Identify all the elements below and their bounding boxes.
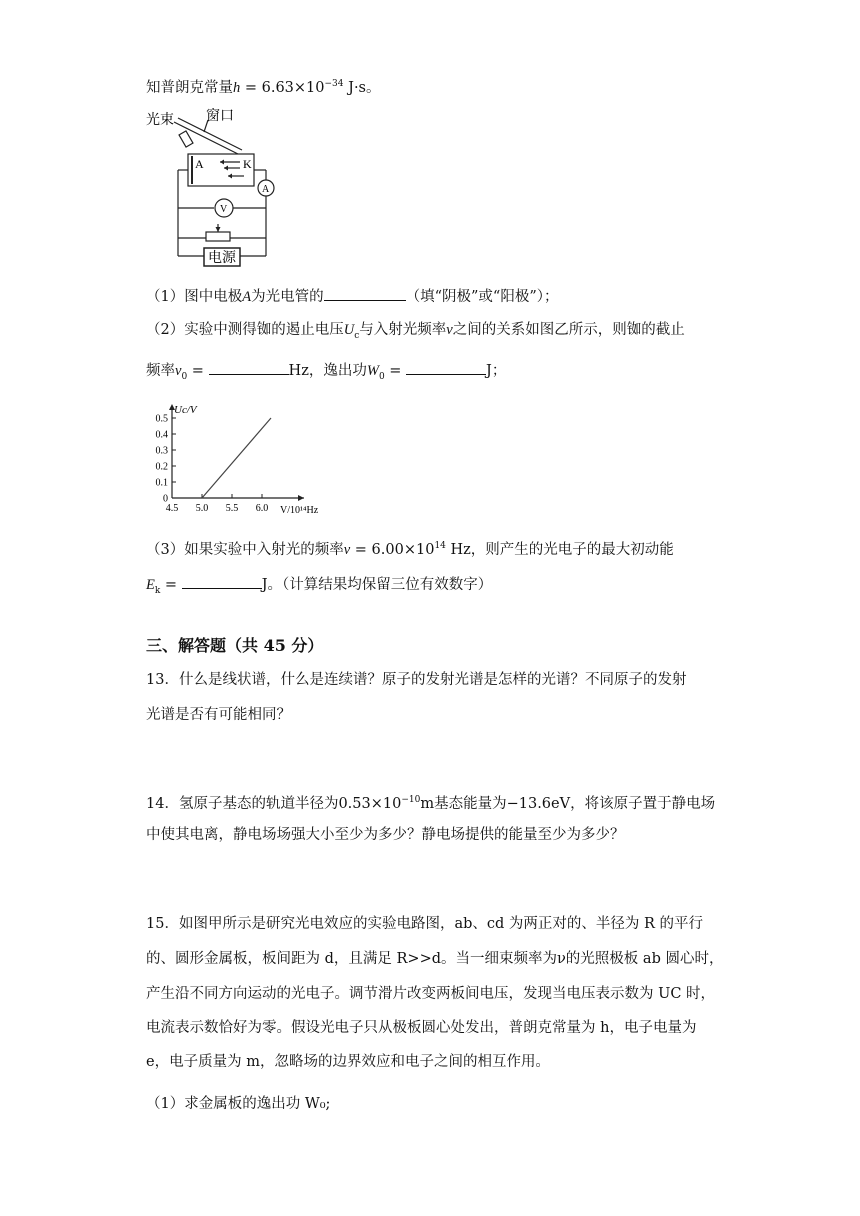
planck-constant-line: 知普朗克常量$h = 6.63\times 10^{-34}$ J·s。 bbox=[146, 79, 381, 96]
power-supply-label: 电源 bbox=[208, 251, 236, 266]
question-14-line-1: 14．氢原子基态的轨道半径为$0.53\times 10^{-10}m$基态能量为−13.6eV，将该原子置于静电场 bbox=[146, 795, 716, 812]
window-label: 窗口 bbox=[206, 109, 234, 124]
question-14-line-2: 中使其电离，静电场场强大小至少为多少？静电场提供的能量至少为多少？ bbox=[146, 827, 625, 843]
ammeter-label: A bbox=[262, 184, 270, 195]
question-15-line-4: 电流表示数恰好为零。假设光电子只从极板圆心处发出，普朗克常量为 h，电子电量为 bbox=[146, 1020, 697, 1036]
question-3-line-2: $E_k = J$。（计算结果均保留三位有效数字） bbox=[146, 574, 492, 601]
answer-blank-work-function[interactable] bbox=[406, 360, 486, 375]
question-15-line-5: e，电子质量为 m，忽略场的边界效应和电子之间的相互作用。 bbox=[146, 1054, 550, 1070]
x-axis-label: V/10¹⁴Hz bbox=[280, 505, 319, 516]
x-tick-label: 5.5 bbox=[225, 503, 239, 514]
y-tick-label: 0.4 bbox=[155, 429, 168, 441]
voltmeter-label: V bbox=[220, 204, 228, 215]
answer-blank-kinetic-energy[interactable] bbox=[182, 574, 262, 589]
beam-label: 光束 bbox=[146, 113, 174, 128]
question-15-subquestion-1: （1）求金属板的逸出功 W₀; bbox=[146, 1096, 331, 1112]
y-tick-label: 0.3 bbox=[155, 445, 168, 457]
x-tick-label: 6.0 bbox=[255, 503, 269, 514]
answer-blank-cutoff-frequency[interactable] bbox=[209, 360, 289, 375]
y-tick-label: 0.1 bbox=[155, 477, 168, 489]
y-axis-label: Uc/V bbox=[174, 404, 197, 416]
question-13-line-1: 13．什么是线状谱，什么是连续谱？原子的发射光谱是怎样的光谱？不同原子的发射 bbox=[146, 672, 687, 688]
question-15-line-1: 15．如图甲所示是研究光电效应的实验电路图，ab、cd 为两正对的、半径为 R 的平行 bbox=[146, 916, 704, 932]
h-symbol: h bbox=[233, 79, 241, 96]
y-tick-label: 0 bbox=[163, 493, 168, 505]
question-15-line-3: 产生沿不同方向运动的光电子。调节滑片改变两板间电压，发现当电压表示数为 UC 时， bbox=[146, 986, 716, 1002]
anode-label: A bbox=[195, 157, 204, 171]
x-tick-label: 4.5 bbox=[165, 503, 179, 514]
x-tick-label: 5.0 bbox=[195, 503, 209, 514]
question-15-line-2: 的、圆形金属板，板间距为 d，且满足 R>>d。当一细束频率为ν的光照极板 ab 圆心时， bbox=[146, 951, 724, 967]
stopping-voltage-chart bbox=[144, 398, 334, 518]
question-3-line-1: （3）如果实验中入射光的频率$\nu = 6.00\times 10^{14}$ Hz，则产生的光电子的最大初动能 bbox=[146, 541, 674, 558]
photoelectric-circuit-diagram bbox=[144, 108, 284, 272]
question-1-line: （1）图中电极A为光电管的 （填“阴极”或“阳极”）； bbox=[146, 286, 559, 307]
y-tick-label: 0.2 bbox=[155, 461, 168, 473]
cathode-label: K bbox=[243, 157, 252, 171]
series-line bbox=[202, 418, 271, 498]
question-2-line-2: 频率$\nu_0 = Hz$，逸出功$W_0 = J$； bbox=[146, 360, 506, 387]
question-13-line-2: 光谱是否有可能相同？ bbox=[146, 707, 291, 723]
answer-blank-electrode[interactable] bbox=[324, 286, 406, 301]
question-2-line-1: （2）实验中测得铷的遏止电压$U_c$与入射光频率ν之间的关系如图乙所示，则铷的截止 bbox=[146, 322, 685, 341]
y-tick-label: 0.5 bbox=[155, 413, 168, 425]
x-axis-arrow bbox=[298, 495, 304, 501]
section-heading: 三、解答题（共 45 分） bbox=[146, 636, 324, 655]
